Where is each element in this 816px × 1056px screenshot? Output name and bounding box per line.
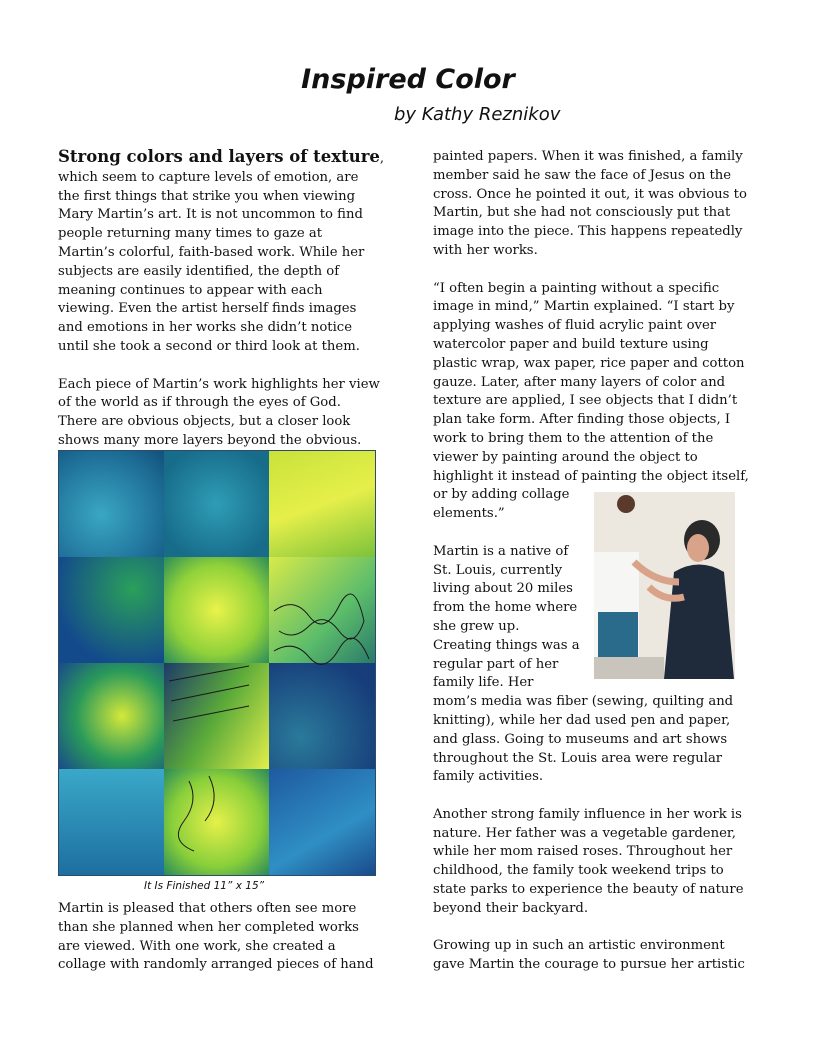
paragraph: Martin is pleased that others often see more than she planned when her completed works are viewed. With one work, she created a collage with randomly arranged pieces of hand [58,901,374,973]
intro-paragraph [58,148,398,357]
artwork-caption: It Is Finished 11” x 15” [144,880,265,892]
quote-paragraph: “I often begin a painting without a specific image in mind,” Martin explained. “I start by applying washes of fluid acrylic paint over watercolor paper and build texture using plastic wrap, wax paper, rice paper and cotton gauze. Later, after many layers of color and texture are applied, I see objects that I didn’t plan take form. After finding those objects, I work to bring them to the attention of the viewer by painting around the object to highlight it instead of painting the object itself, or by adding collage elements.” [433,280,749,522]
lead-phrase: Strong colors and layers of texture [58,147,380,166]
left-column-continued [58,900,398,975]
paragraph: Martin is a native of St. Louis, currently living about 20 miles from the home where she grew up. Creating things was a regular part of her family life. Her mom’s media was fiber (sewing, quilting and knitting), while her dad used pen and paper, and glass. Going to museums and art shows throughout the St. Louis area were regular family activities. [433,543,734,785]
paragraph: Each piece of Martin’s work highlights her view of the world as if through the eyes of God. There are obvious objects, but a closer look shows many more layers beyond the obvious. [58,376,380,448]
artist-photo-illustration [594,492,735,679]
artist-photo [594,492,735,679]
paragraph: Growing up in such an artistic environment gave Martin the courage to pursue her artistic [433,938,745,973]
paragraph: painted papers. When it was finished, a family member said he saw the face of Jesus on the cross. Once he pointed it out, it was obvious to Martin, but she had not consciously put that image into the piece. This happens repeatedly with her works. [433,149,747,258]
intro-text: , which seem to capture levels of emotion, are the first things that strike you when viewing Mary Martin’s art. It is not uncommon to find people returning many times to gaze at Martin’s colorful, faith-based work. While her subjects are easily identified, the depth of meaning continues to appear with each viewing. Even the artist herself finds images and emotions in her works she didn’t notice until she took a second or third look at them. [58,151,385,354]
article-title: Inspired Color [301,64,515,95]
scribble-overlay [59,451,375,875]
byline: by Kathy Reznikov [394,104,561,125]
paragraph: Another strong family influence in her work is nature. Her father was a vegetable gardener, while her mom raised roses. Throughout her childhood, the family took weekend trips to state parks to experience the beauty of nature beyond their backyard. [433,806,744,916]
artwork-image [58,450,376,876]
left-column [58,148,398,451]
